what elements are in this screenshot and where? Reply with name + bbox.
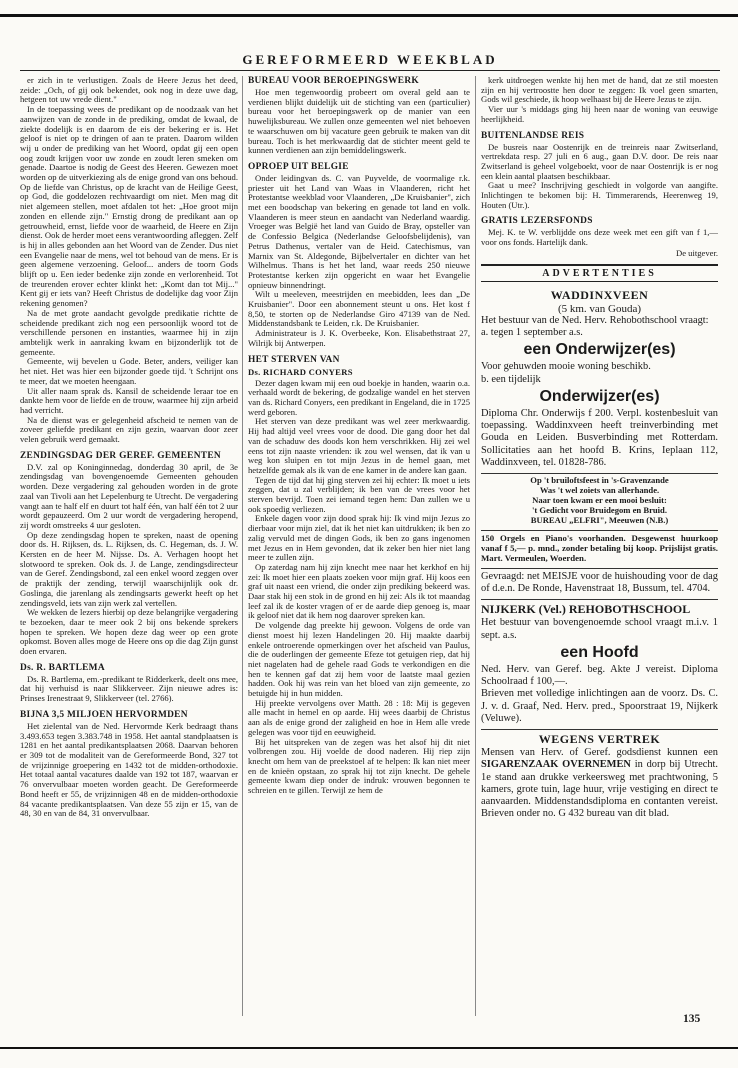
page-number: 135	[683, 1013, 701, 1025]
article-heading: GRATIS LEZERSFONDS	[481, 216, 593, 227]
ad-body: Brieven met volledige inlichtingen aan de voorz. Ds. C. J. v. d. Graaf, Ned. Herv. pred., Spoorstraat 19, Nijkerk (Veluwe).	[481, 688, 718, 724]
ad-title: WEGENS VERTREK	[538, 732, 661, 747]
paragraph: Ds. R. Bartlema, em.-predikant te Ridderkerk, deelt ons mee, dat hij verhuisd is naar Slikkerveer. Zijn nieuwe adres is: Prinses Irenestraat 9, Slikkerveer (tel. 2766).	[20, 673, 238, 704]
paragraph: De busreis naar Oostenrijk en de treinreis naar Zwitserland, vertrekdata resp. 27 juli en 6 aug., gaan D.V. door. De reis naar Zwitserland is geheel volgeboekt, voor de naar Oostenrijk is er nog een klein aantal plaatsen beschikbaar.	[481, 141, 718, 181]
paragraph: Gemeente, wij bevelen u Gode. Beter, anders, veiliger kan het niet. Het was hier een bijzonder goede tijd. 't Schrijnt ons te meer, dat we moeten heengaan.	[20, 356, 238, 386]
ad-body: Diploma Chr. Onderwijs f 200. Verpl. kostenbesluit van toepassing. Waddinxveen heeft treinverbinding met Gouda en Leiden. Busverbinding met Rotterdam. Sollicitaties aan het hoofd B. Krins, Ieplaan 112, Waddinxveen, tel. 01828-786.	[481, 407, 718, 468]
paragraph: Bij het uitspreken van de zegen was het alsof hij dit niet volbrengen zou. Hij voelde de dood naderen. Hij riep zijn knecht om hem van de preekstoel af te helpen: Ik kan niet meer en de knieën opstaan, zo sprak hij tot zijn knecht. De gehele gemeente kwam diep onder de indruk: vrouwen begonnen te schreien en te gillen. Terwijl ze hem de	[248, 736, 470, 796]
ad-line: a. tegen 1 september a.s.	[481, 327, 583, 339]
paragraph: Hoe men tegenwoordig probeert om overal geld aan te verdienen blijkt duidelijk uit de stichting van een (particulier) bureau voor het beroepingswerk op de manier van een huwelijksbureau. We zullen onze gemeenten wel niet behoeven te waarschuwen om bij vacature geen gebruik te maken van dit bureau. Toch is het merkwaardig dat de stichter meent geld te kunnen verdienen aan zijn bemiddelingswerk.	[248, 87, 470, 156]
advertisement-sigarenzaak	[481, 730, 718, 825]
ad-intro: Het bestuur van bovengenoemde school vraagt m.i.v. 1 sept. a.s.	[481, 617, 718, 641]
article-heading: OPROEP UIT BELGIE	[248, 161, 349, 172]
paragraph: Dezer dagen kwam mij een oud boekje in handen, waarin o.a. verhaald wordt de bekering, de godzalige wandel en het sterven van ds. Richard Conyers, een predikant in Engeland, die in 1725 werd geboren.	[248, 377, 470, 417]
paragraph: De volgende dag preekte hij gewoon. Volgens de orde van dienst moest hij lezen Handelingen 20. Hij maakte daarbij enkele ontroerende opmerkingen over het afscheid van Paulus, die de ouderlingen der gemeente Efeze tot getuigen riep, dat hij niet nagelaten had de gehele raad Gods te verkondigen en die hen te kennen gaf dat zij hem voor de laatste maal gezien hadden. Ook hij was rein van het bloed van zijn gemeente, zo betuigde hij in hun midden.	[248, 620, 470, 699]
paragraph: We wekken de lezers hierbij op deze belangrijke vergadering te bezoeken, daar te meer ook 2 bij ons bekende sprekers hopen te spreken. We hopen deze dag weer op een grote opkomst. Boven alles moge de Heere ons op die dag Zijn gunst doen ervaren.	[20, 607, 238, 657]
paragraph: er zich in te verlustigen. Zoals de Heere Jezus het deed, zeide: „Och, of gij ook bekendet, ook nog in deze uwe dag, hetgeen tot uw vrede dient."	[20, 76, 238, 105]
article-heading: BUREAU VOOR BEROEPINGSWERK	[248, 76, 420, 86]
paragraph: Het sterven van deze predikant was wel zeer merkwaardig. Hij had altijd veel vrees voor de dood. Die gang door het dal van de schaduw des doods kon hem verschrikken. Hij zei wel eens tot zijn naaste vrienden: ik zou wel wensen, dat ik van u weg kon sluipen en tot mijn Jezus in de hemel gaan, met hetzelfde gemak als ik van de ene kamer in de andere kan gaan.	[248, 416, 470, 475]
ad-subtitle: (5 km. van Gouda)	[557, 302, 642, 315]
ad-line: b. een tijdelijk	[481, 373, 541, 385]
ad-body: 150 Orgels en Piano's voorhanden. Desgewenst huurkoop vanaf f 5,— p. mnd., zonder betaling bij koop. Prijslijst gratis. Mart. Vermeulen, Woerden.	[481, 532, 718, 564]
advertisements-header: ADVERTENTIES	[481, 264, 718, 282]
ad-title: NIJKERK (Vel.) REHOBOTHSCHOOL	[481, 602, 691, 617]
ad-note: Voor gehuwden mooie woning beschikb.	[481, 361, 651, 373]
column-divider	[475, 76, 476, 1016]
advertisement-orgels	[481, 531, 718, 569]
ad-headline: Onderwijzer(es)	[539, 387, 660, 405]
masthead: GEREFORMEERD WEEKBLAD	[242, 52, 498, 67]
ad-title: WADDINXVEEN	[550, 287, 649, 302]
ad-text-part: Mensen van Herv. of Geref. godsdienst kunnen een	[481, 747, 718, 759]
paragraph: Enkele dagen voor zijn dood sprak hij: Ik vind mijn Jezus zo dierbaar voor mijn ziel, dat ik het niet kan uitdrukken; ik ben zo zalig vervuld met de dingen Gods, ik ben zo gans ingenomen met Jezus en in Hem gevonden, dat ik zeker ben hier niet lang meer te zullen zijn.	[248, 513, 470, 563]
ad-line: Was 't wel zoiets van allerhande.	[539, 485, 660, 496]
paragraph: Op deze zendingsdag hopen te spreken, naast de opening door ds. H. Rijksen, ds. L. Rijksen, ds. C. Hegeman, ds. J. W. Kersten en de heer M. Nijsse. Ds. A. Verhagen hoopt het slotwoord te spreken. Ook ds. J. de Lange, zendingsdirecteur van de Geref. Zendingsbond, zal een enkel woord zeggen over de praktijk der zending, terwijl waarschijnlijk ook dr. Goslinga, die jarenlang als zendingsarts gewerkt heeft op het zendingsveld, iets van zijn werk zal vertellen.	[20, 529, 238, 608]
ad-line: BUREAU „ELFRI", Meeuwen (N.B.)	[530, 514, 669, 525]
paragraph: Gaat u mee? Inschrijving geschiedt in volgorde van aangifte. Inlichtingen te bekomen bij: H. Timmerarends, Heerenweg 19, Houten (Utr.).	[481, 180, 718, 210]
paragraph: kerk uitdroegen wenkte hij hen met de hand, dat ze stil moesten zijn en hij vertroostte hen door te zeggen: Ik voel geen smarten, Gods wil geschiede, ik hoop welhaast bij de Heere Jezus te zijn.	[481, 76, 718, 105]
paragraph: Onder leidingvan ds. C. van Puyvelde, de voormalige r.k. priester uit het Land van Waas in Vlaanderen, richt het Protestantse weekblad voor Vlaanderen, „De Kruisbanier", zich met een boodschap van bekering en genade tot land en volk. Vlaanderen is meer steun en aandacht van Nederland waardig. Vroeger was België het land van Guido de Bray, opsteller van de Confessio Belgica (Nederlandse Geloofsbelijdenis), van Petrus Dathenus, vertaler van de Heid. Catechismus, van Marnix van St. Aldegonde, Bijbelvertaler en dichter van het Wilhelmus. Thans is het het land, waar reeds 250 nieuwe Protestantse kerken zijn opgericht en waar het Evangelie opnieuw binnendringt.	[248, 172, 470, 290]
article-heading: ZENDINGSDAG DER GEREF. GEMEENTEN	[20, 450, 221, 461]
signature: De uitgever.	[676, 247, 718, 258]
paragraph: Administrateur is J. K. Overbeeke, Kon. Elisabethstraat 27, Wilrijk bij Antwerpen.	[248, 328, 470, 348]
article-heading: Ds. R. BARTLEMA	[20, 662, 105, 673]
paragraph: Op zaterdag nam hij zijn knecht mee naar het kerkhof en hij zei: Ik moet hier een plaats zoeken voor mijn graf. Hij koos een graf uit naast een vriend, die onder zijn prediking bekeerd was. Daar stak hij een stok in de grond en hij zei: Als ik tot maandag leef zal ik de koster vragen of er de aarde diep genoeg is, maar ik geloof niet dat ik hem nog daarover spreken kan.	[248, 561, 470, 621]
ad-headline: een Hoofd	[560, 643, 639, 661]
ad-body: Gevraagd: net MEISJE voor de huishouding voor de dag of d.e.n. De Ronde, Havenstraat 18, Bussum, tel. 4704.	[481, 570, 718, 594]
paragraph: D.V. zal op Koninginnedag, donderdag 30 april, de 3e zendingsdag van bovengenoemde Gemeenten gehouden worden. Deze vergadering zal gehouden worden in de grote zaal van Tivoli aan het Lepelenburg te Utrecht. De vergadering vangt aan te half elf en duurt tot half één, van half één tot 2 uur wordt gepauzeerd. Om 2 uur wordt de vergadering heropend, zij wordt omstreeks 4 uur gesloten.	[20, 461, 238, 530]
advertisement-waddinxveen	[481, 286, 718, 474]
article-heading: HET STERVEN VAN	[248, 354, 340, 365]
advertisement-elfri	[481, 474, 718, 530]
ad-body: Ned. Herv. van Geref. beg. Akte J vereist. Diploma Schoolraad f 100,—.	[481, 663, 718, 688]
ad-line: Op 't bruiloftsfeest in 's-Gravenzande	[530, 475, 669, 486]
column-right	[481, 76, 718, 1036]
column-divider	[242, 76, 243, 1016]
masthead-rule	[20, 70, 720, 71]
paragraph: Het zielental van de Ned. Hervormde Kerk bedraagt thans 3.493.653 tegen 3.383.748 in 1958. Het aantal standplaatsen is 1281 en het aantal predikantsplaatsen 2068. Daarvan behoren er 309 tot de modaliteit van de Gereformeerde Bond, 327 tot de vrijzinnige groepering en 1432 tot de midden-orthodoxie. Het totaal aantal vacatures daalde van 192 tot 187, waarvan er 76 onvervulbaar moeten worden geacht. De Gereformeerde Bond heeft er 55, de vrijzinnigen 48 en de midden-orthodoxie 84 vacante predikantsplaatsen. Van deze 55 zijn er 15, van de 48, 30 en van de 84, 31 onvervulbaar.	[20, 720, 238, 819]
advertisement-nijkerk	[481, 600, 718, 730]
paragraph: Hij preekte vervolgens over Matth. 28 : 18: Mij is gegeven alle macht in hemel en op aarde. Hij wees daarbij de Christus aan als de enige grond der zaligheid en hoe in Hem alle vrede gelegen was voor tijd en eeuwigheid.	[248, 697, 470, 737]
top-rule	[0, 14, 738, 17]
bottom-rule	[0, 1047, 738, 1049]
ad-line: Naar toen kwam er een mooi besluit:	[532, 494, 667, 505]
article-heading: BUITENLANDSE REIS	[481, 130, 585, 141]
article-heading: BIJNA 3,5 MILJOEN HERVORMDEN	[20, 709, 188, 720]
paragraph: Na de dienst was er gelegenheid afscheid te nemen van de zoveer geliefde predikant en zijn gezin, waarvan door zeer velen gebruik werd gemaakt.	[20, 414, 238, 445]
ad-text-part: in dorp bij Utrecht. 1e stand aan drukke verkeersweg met prachtwoning, 5 kamers, grote tuin, lage huur, vrije vestiging en direct te aanvaarden. Middenstandsdiploma en contanten vereist. Brieven onder no. G 432 bureau van dit blad.	[481, 759, 718, 820]
paragraph: Uit aller naam sprak ds. Kansil de scheidende leraar toe en dankte hem voor de liefde en de trouw, waarmee hij zijn arbeid had verricht.	[20, 385, 238, 415]
paragraph: Vier uur 's middags ging hij heen naar de woning van eeuwige heerlijkheid.	[481, 104, 718, 124]
ad-body	[481, 747, 718, 821]
ad-intro: Het bestuur van de Ned. Herv. Rehobothschool vraagt:	[481, 314, 709, 326]
advertisement-meisje	[481, 569, 718, 601]
paragraph: Mej. K. te W. verblijdde ons deze week met een gift van f 1,— voor ons fonds. Hartelijk dank.	[481, 227, 718, 248]
column-middle	[248, 76, 470, 1022]
article-subheading: Ds. RICHARD CONYERS	[248, 366, 353, 377]
paragraph: Tegen de tijd dat hij ging sterven zei hij echter: Ik moet u iets zeggen, dat u zal verblijden; ik ben van de vrees voor het sterven bevrijd. Toen zei iemand tegen hem: Dan zullen we u ook spoedig verliezen.	[248, 474, 470, 514]
column-left	[20, 76, 238, 1022]
paragraph: Na de met grote aandacht gevolgde predikatie richtte de scheidende predikant zich nog een persoonlijk woord tot de verschillende personen en instanties, waarmee hij in zijn ambtelijk werk in aanraking kwam en bijzonderlijk tot de gemeente.	[20, 307, 238, 357]
ad-line: 't Gedicht voor Bruidegom en Bruid.	[532, 504, 667, 515]
paragraph: Wilt u meeleven, meestrijden en meebidden, lees dan „De Kruisbanier". Door een abonnement steunt u ons. Het kost f 8,50, te storten op de Nederlandse Giro 47139 van de Ned. Middenstandsbank te Leiden, r.k. De Kruisbanier.	[248, 289, 470, 329]
ad-headline: een Onderwijzer(es)	[523, 341, 676, 359]
paragraph: In de toepassing wees de predikant op de noodzaak van het aanwijzen van de zonde in de prediking, omdat de kwaal, de ziekte dodelijk is en daarom de eis der bekering er is. Het geloof is niet op te dringen of aan te praten. Daarom wilden wij u onder de prediking van het Woord, opdat gij een open oog zoudt krijgen voor uw zonde en zoudt leren smeken om genade. Daartoe is nodig de Geest des Heeren. Gewezen moet worden op de uitverkiezing als de enige grond van ons behoud. Op de liefde van Christus, op de kracht van de Heilige Geest, op God, die goddelozen rechtvaardigt om niet. Men mag dit niet algemeen stellen, moet afdalen tot het: „Hoe groot mijn zonden en ellende zijn." Ernstig drong de predikant aan op getrouwheid, ernst, liefde voor de waarheid, de Heere en Zijn dienst. Ook de herder moet eens verantwoording afleggen. Zelf is hij in alles gebonden aan het Woord van de Zender. Dus niet een Evangelie naar de mens, wel tot behoud van de mens. Er is geen algemene verzoening. Geloof... anders de toorn Gods blijft op u. Een ieder bedenke zijn zonde en verlorenheid. Tot de treurenden erover echter klinkt het: „Komt dan tot Mij..." Kent gij er iets van? Heeft Christus de dodelijke dag voor Zijn rekening genomen?	[20, 104, 238, 309]
ad-text-bold: SIGARENZAAK OVERNEMEN	[481, 759, 631, 771]
